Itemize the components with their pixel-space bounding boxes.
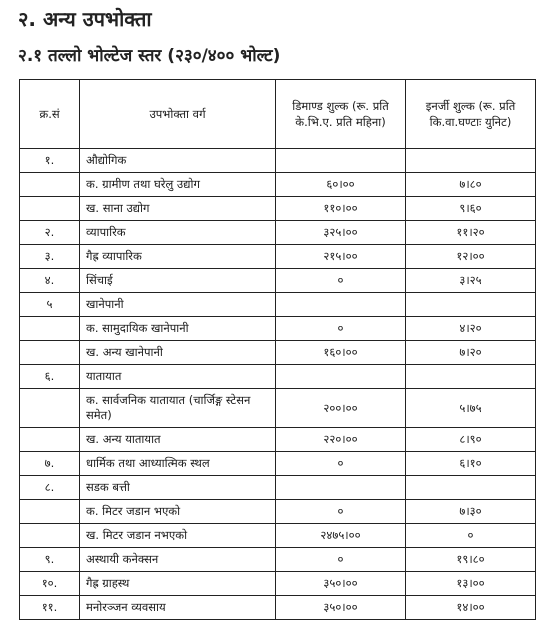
row-demand-charge: ० (276, 317, 406, 341)
table-row (20, 173, 536, 197)
row-energy-charge: ६।१० (406, 452, 536, 476)
row-energy-charge: १३।०० (406, 572, 536, 596)
row-energy-charge: ११।२० (406, 221, 536, 245)
row-category: क. सार्वजनिक यातायात (चार्जिङ्ग स्टेसन समेत) (80, 389, 276, 428)
row-sn (20, 524, 80, 548)
table-row (20, 452, 536, 476)
row-sn: ४. (20, 269, 80, 293)
row-category: खानेपानी (80, 293, 276, 317)
row-category: गैह्र व्यापारिक (80, 245, 276, 269)
row-category: सडक बत्ती (80, 476, 276, 500)
row-sn (20, 428, 80, 452)
table-row (20, 197, 536, 221)
row-demand-charge: २४७५।०० (276, 524, 406, 548)
row-demand-charge: ६०।०० (276, 173, 406, 197)
sub-heading: २.१ तल्लो भोल्टेज स्तर (२३०/४०० भोल्ट) (18, 46, 281, 66)
row-sn: १. (20, 149, 80, 173)
table-row (20, 293, 536, 317)
row-demand-charge (276, 476, 406, 500)
table-row (20, 269, 536, 293)
row-category: क. मिटर जडान भएको (80, 500, 276, 524)
header-demand-charge: डिमाण्ड शुल्क (रू. प्रति के.भि.ए. प्रति महिना) (276, 80, 406, 149)
row-energy-charge (406, 149, 536, 173)
row-category: क. ग्रामीण तथा घरेलु उद्योग (80, 173, 276, 197)
row-category: यातायात (80, 365, 276, 389)
row-category: क. सामुदायिक खानेपानी (80, 317, 276, 341)
row-energy-charge: १९।८० (406, 548, 536, 572)
row-category: अस्थायी कनेक्सन (80, 548, 276, 572)
row-sn: २. (20, 221, 80, 245)
row-energy-charge: ७।२० (406, 341, 536, 365)
row-energy-charge (406, 365, 536, 389)
row-sn: १०. (20, 572, 80, 596)
row-sn (20, 341, 80, 365)
table-header-row (20, 80, 536, 149)
row-category: ख. अन्य यातायात (80, 428, 276, 452)
row-category: व्यापारिक (80, 221, 276, 245)
row-demand-charge (276, 149, 406, 173)
table-row (20, 524, 536, 548)
row-energy-charge: ९।६० (406, 197, 536, 221)
table-row (20, 596, 536, 620)
row-sn (20, 173, 80, 197)
row-demand-charge: २००।०० (276, 389, 406, 428)
table-row (20, 245, 536, 269)
table-row (20, 428, 536, 452)
table-row (20, 572, 536, 596)
table-body (20, 149, 536, 620)
header-sn: क्र.सं (20, 80, 80, 149)
row-energy-charge (406, 476, 536, 500)
row-demand-charge: ० (276, 548, 406, 572)
row-demand-charge: ० (276, 500, 406, 524)
row-demand-charge (276, 293, 406, 317)
row-sn: ८. (20, 476, 80, 500)
row-demand-charge: २१५।०० (276, 245, 406, 269)
header-energy-charge: इनर्जी शुल्क (रू. प्रति कि.वा.घण्टाः युनिट) (406, 80, 536, 149)
row-demand-charge: ० (276, 452, 406, 476)
row-energy-charge: ८।९० (406, 428, 536, 452)
table-row (20, 341, 536, 365)
row-sn (20, 389, 80, 428)
row-category: ख. साना उद्योग (80, 197, 276, 221)
row-sn: ७. (20, 452, 80, 476)
tariff-table (19, 79, 536, 620)
table-row (20, 500, 536, 524)
row-energy-charge: ३।२५ (406, 269, 536, 293)
row-energy-charge: ७।८० (406, 173, 536, 197)
row-sn (20, 197, 80, 221)
row-category: मनोरञ्जन व्यवसाय (80, 596, 276, 620)
table-row (20, 389, 536, 428)
row-sn: ६. (20, 365, 80, 389)
row-sn: ५ (20, 293, 80, 317)
row-energy-charge: ४।२० (406, 317, 536, 341)
row-demand-charge: ० (276, 269, 406, 293)
row-energy-charge: ७।३० (406, 500, 536, 524)
row-demand-charge: ३५०।०० (276, 596, 406, 620)
row-energy-charge: ० (406, 524, 536, 548)
row-sn (20, 317, 80, 341)
row-sn (20, 500, 80, 524)
row-category: ख. मिटर जडान नभएको (80, 524, 276, 548)
table-row (20, 548, 536, 572)
row-energy-charge (406, 293, 536, 317)
row-demand-charge: ३२५।०० (276, 221, 406, 245)
row-energy-charge: १२।०० (406, 245, 536, 269)
row-demand-charge: ११०।०० (276, 197, 406, 221)
row-sn: ३. (20, 245, 80, 269)
table-row (20, 221, 536, 245)
table-row (20, 476, 536, 500)
row-demand-charge: १६०।०० (276, 341, 406, 365)
section-heading: २. अन्य उपभोक्ता (18, 7, 152, 31)
row-category: गैह्र ग्राहस्थ (80, 572, 276, 596)
row-category: धार्मिक तथा आध्यात्मिक स्थल (80, 452, 276, 476)
row-category: ख. अन्य खानेपानी (80, 341, 276, 365)
table-row (20, 365, 536, 389)
table-row (20, 317, 536, 341)
row-sn: ९. (20, 548, 80, 572)
row-sn: ११. (20, 596, 80, 620)
row-energy-charge: ५।७५ (406, 389, 536, 428)
row-demand-charge (276, 365, 406, 389)
row-demand-charge: ३५०।०० (276, 572, 406, 596)
table-row (20, 149, 536, 173)
row-energy-charge: १४।०० (406, 596, 536, 620)
row-demand-charge: २२०।०० (276, 428, 406, 452)
header-category: उपभोक्ता वर्ग (80, 80, 276, 149)
row-category: सिंचाई (80, 269, 276, 293)
row-category: औद्योगिक (80, 149, 276, 173)
